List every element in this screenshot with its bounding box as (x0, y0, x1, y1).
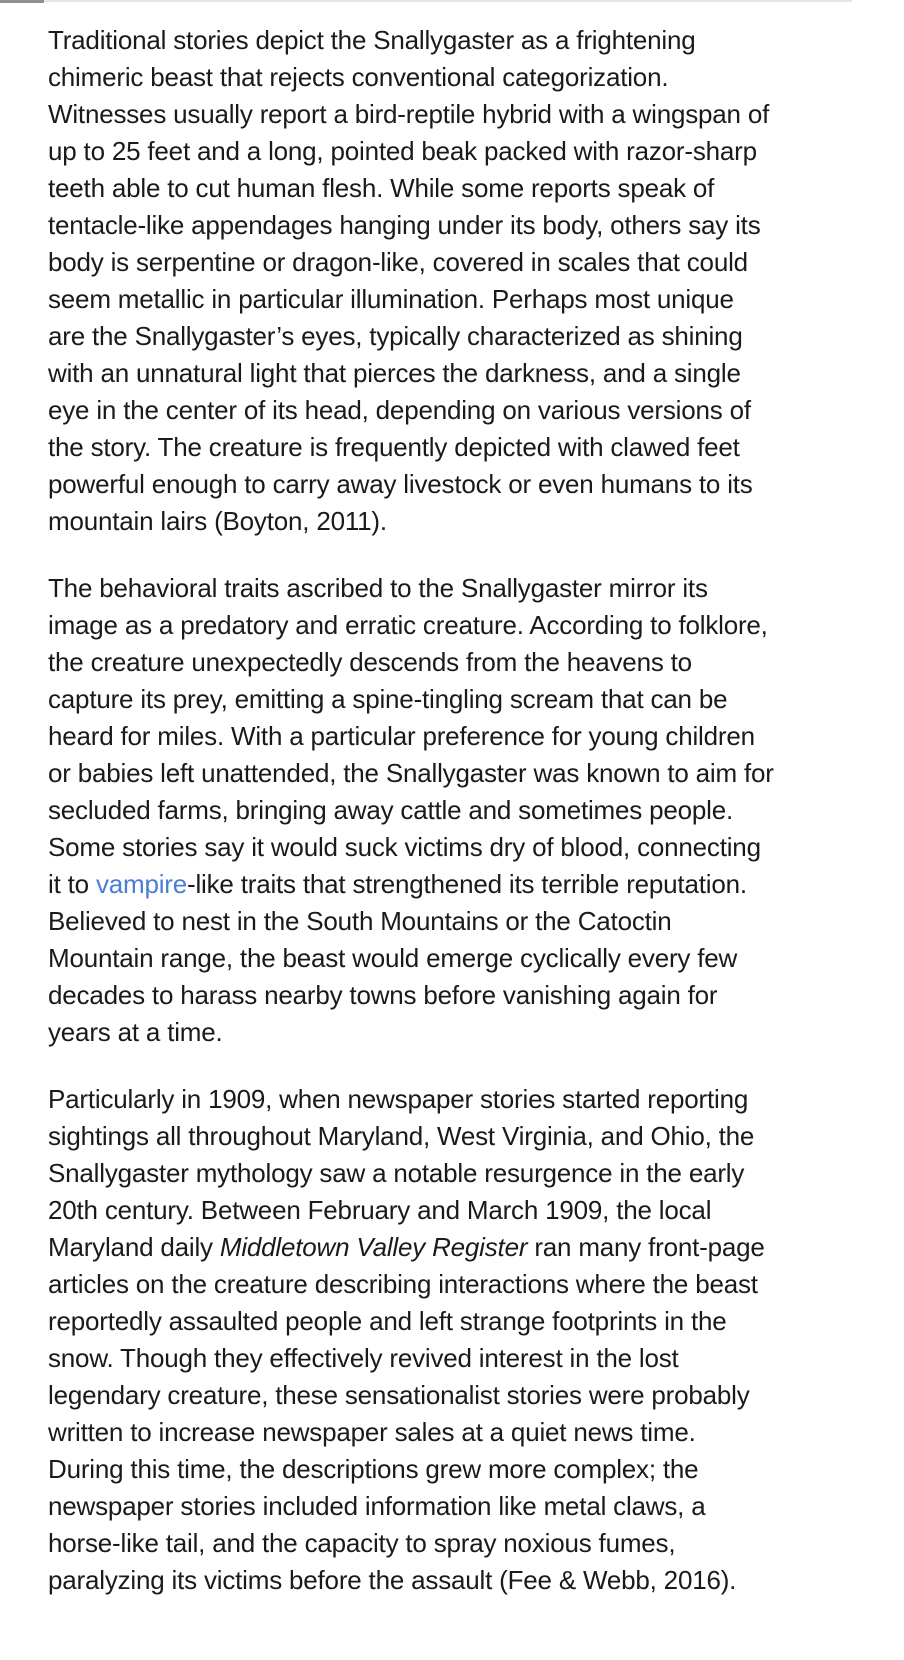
article-body (48, 22, 774, 1629)
body-text: Particularly in 1909, when newspaper stories started reporting sightings all throughout Maryland, West Virginia, and Ohio, the Snallygaster mythology saw a notable resurgence in the early 20th century. Between February and March 1909, the local Maryland daily (48, 1084, 755, 1262)
page-top-hairline (0, 0, 852, 2)
paragraph (48, 570, 774, 1051)
body-text: -like traits that strengthened its terrible reputation. Believed to nest in the South Mountains or the Catoctin Mountain range, the beast would emerge cyclically every few decades to harass nearby towns before vanishing again for years at a time. (48, 869, 747, 1047)
body-text: Traditional stories depict the Snallygaster as a frightening chimeric beast that rejects conventional categorization. Witnesses usually report a bird-reptile hybrid with a wingspan of up to 25 feet and a long, pointed beak packed with razor-sharp teeth able to cut human flesh. While some reports speak of tentacle-like appendages hanging under its body, others say its body is serpentine or dragon-like, covered in scales that could seem metallic in particular illumination. Perhaps most unique are the Snallygaster’s eyes, typically characterized as shining with an unnatural light that pierces the darkness, and a single eye in the center of its head, depending on various versions of the story. The creature is frequently depicted with clawed feet powerful enough to carry away livestock or even humans to its mountain lairs (Boyton, 2011). (48, 25, 770, 536)
body-text: ran many front-page articles on the creature describing interactions where the beast reportedly assaulted people and left strange footprints in the snow. Though they effectively revived interest in the lost legendary creature, these sensationalist stories were probably written to increase newspaper sales at a quiet news time. During this time, the descriptions grew more complex; the newspaper stories included information like metal claws, a horse-like tail, and the capacity to spray noxious fumes, paralyzing its victims before the assault (Fee & Webb, 2016). (48, 1232, 765, 1595)
page-top-left-notch (0, 0, 44, 3)
paragraph (48, 22, 774, 540)
vampire-link[interactable]: vampire (95, 869, 188, 899)
publication-title: Middletown Valley Register (219, 1232, 528, 1262)
body-text: The behavioral traits ascribed to the Snallygaster mirror its image as a predatory and erratic creature. According to folklore, the creature unexpectedly descends from the heavens to capture its prey, emitting a spine-tingling scream that can be heard for miles. With a particular preference for young children or babies left unattended, the Snallygaster was known to aim for secluded farms, bringing away cattle and sometimes people. Some stories say it would suck victims dry of blood, connecting it to (48, 573, 774, 899)
paragraph-list (48, 22, 774, 1599)
paragraph (48, 1081, 774, 1599)
